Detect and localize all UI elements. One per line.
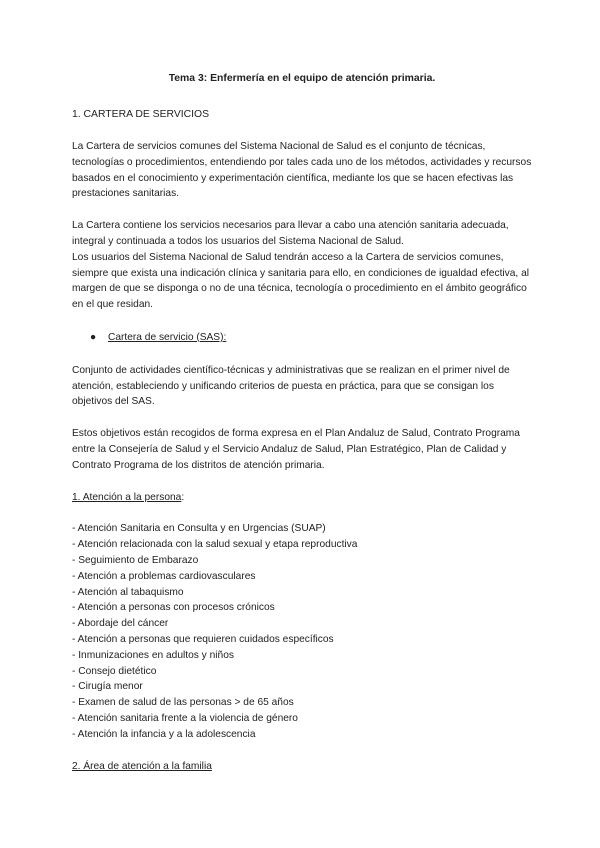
bullet-cartera-sas <box>72 330 532 346</box>
document-title: Tema 3: Enfermería en el equipo de atención primaria. <box>168 73 436 84</box>
paragraph-cartera-contents-line: La Cartera contiene los servicios necesarios para llevar a cabo una atención sanitaria adecuada, integral y continuada a todos los usuarios del Sistema Nacional de Salud. <box>72 220 509 247</box>
list-item: - Atención a problemas cardiovasculares <box>72 570 256 582</box>
bullet-label: Cartera de servicio (SAS): <box>108 331 227 343</box>
list-item: - Consejo dietético <box>72 665 157 677</box>
subheading-atencion-persona-label: 1. Atención a la persona <box>72 491 182 503</box>
list-item: - Atención a personas con procesos crónicos <box>72 602 275 614</box>
list-item: - Atención relacionada con la salud sexual y etapa reproductiva <box>72 539 358 551</box>
subheading-colon: : <box>181 491 185 503</box>
list-item: - Atención Sanitaria en Consulta y en Urgencias (SUAP) <box>72 523 326 535</box>
subheading-atencion-familia: 2. Área de atención a la familia <box>72 760 212 772</box>
paragraph-cartera-definition: La Cartera de servicios comunes del Sistema Nacional de Salud es el conjunto de técnicas, tecnologías o procedimientos, entendiendo por tales cada uno de los métodos, actividades y recursos basados en el conocimiento y experimentación científica, mediante los que se hacen efectivas las prestaciones sanitarias. <box>72 141 532 200</box>
list-item: - Seguimiento de Embarazo <box>72 554 199 566</box>
paragraph-sas-definition: Conjunto de actividades científico-técnicas y administrativas que se realizan en el primer nivel de atención, estableciendo y unificando criterios de puesta en práctica, para que se consigan los objetivos del SAS. <box>72 364 510 408</box>
document-page <box>72 71 532 774</box>
bullet-dot-icon: ● <box>90 331 97 343</box>
section-heading: 1. CARTERA DE SERVICIOS <box>72 109 210 120</box>
list-item: - Examen de salud de las personas > de 65 años <box>72 697 294 709</box>
list-item: - Atención al tabaquismo <box>72 586 184 598</box>
list-item: - Inmunizaciones en adultos y niños <box>72 649 234 661</box>
list-item: - Atención sanitaria frente a la violencia de género <box>72 712 298 724</box>
services-list <box>72 521 532 742</box>
subheading-atencion-persona <box>72 490 532 506</box>
paragraph-cartera-contents <box>72 218 532 313</box>
list-item: - Cirugía menor <box>72 681 143 693</box>
paragraph-sas-objectives: Estos objetivos están recogidos de forma expresa en el Plan Andaluz de Salud, Contrato Programa entre la Consejería de Salud y el Servicio Andaluz de Salud, Plan Estratégico, Plan de Calidad y Contrato Programa de los distritos de atención primaria. <box>72 428 520 471</box>
list-item: - Atención la infancia y a la adolescencia <box>72 728 256 740</box>
list-item: - Atención a personas que requieren cuidados específicos <box>72 633 334 645</box>
paragraph-users-access: Los usuarios del Sistema Nacional de Salud tendrán acceso a la Cartera de servicios comunes, siempre que exista una indicación clínica y sanitaria para ello, en condiciones de igualdad efectiva, al margen de que se disponga o no de una técnica, tecnología o procedimiento en el ámbito geográfico en el que residan. <box>72 251 530 311</box>
list-item: - Abordaje del cáncer <box>72 618 169 630</box>
